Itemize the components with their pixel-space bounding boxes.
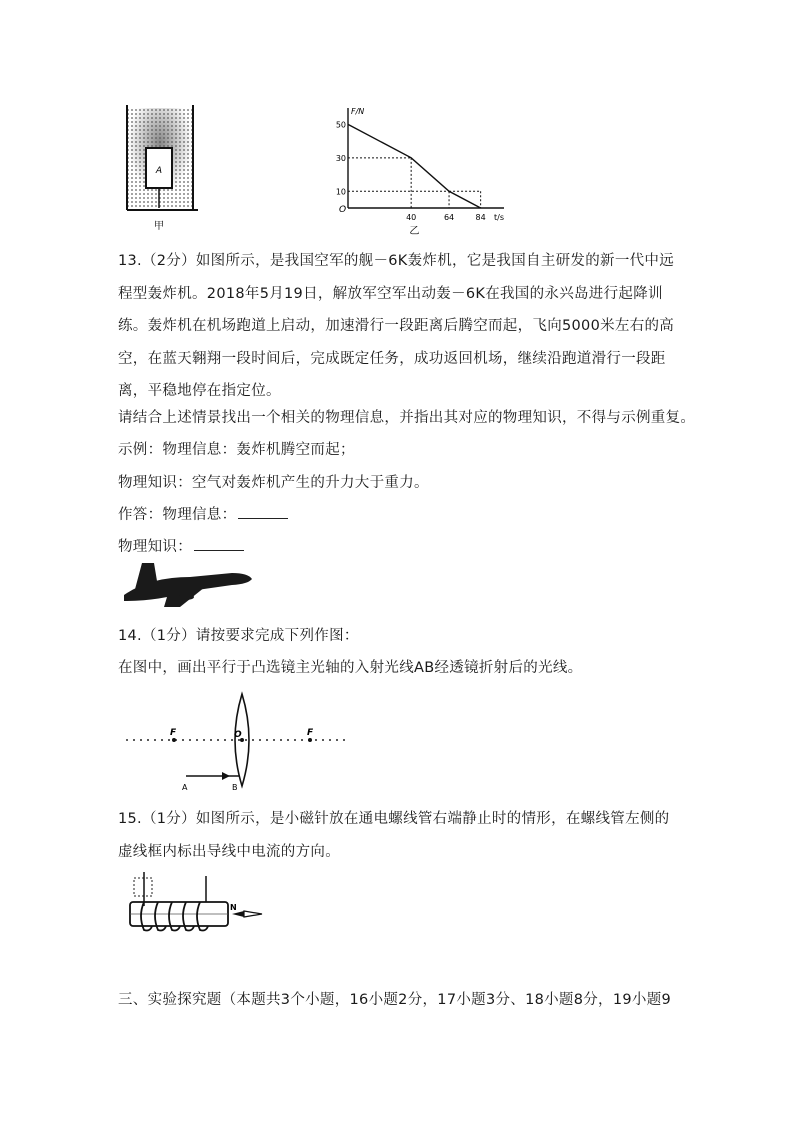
figure-jia-caption: 甲: [154, 221, 164, 232]
q13-example-info: 示例：物理信息：轰炸机腾空而起；: [118, 442, 355, 458]
x-tick-label: 64: [443, 213, 455, 222]
solenoid-diagram: [120, 868, 270, 948]
focus-right-point: [308, 738, 312, 742]
y-tick-label: 10: [335, 187, 346, 197]
figure-jia: [118, 100, 208, 235]
q13-answer-knowledge-row: [118, 535, 244, 556]
x-axis-label: t/s: [494, 213, 504, 222]
q14-title: 14.（1分）请按要求完成下列作图：: [118, 628, 359, 644]
y-tick-label: 30: [335, 153, 346, 163]
point-b-label: B: [232, 783, 238, 792]
section3-heading: 三、实验探究题（本题共3个小题，16小题2分，17小题3分、18小题8分，19小题9: [118, 992, 672, 1008]
q13-answer-info-label: 作答：物理信息：: [118, 507, 237, 523]
force-time-line: [348, 124, 481, 208]
bomber-engine: [178, 594, 194, 600]
y-axis-label: F/N: [351, 108, 365, 116]
figure-yi-caption: 乙: [409, 226, 420, 236]
y-tick-label: 50: [335, 120, 346, 130]
current-direction-box[interactable]: [134, 878, 152, 896]
focus-left-label: F: [170, 728, 177, 738]
origin-label: O: [339, 205, 347, 215]
focus-right-label: F: [307, 728, 314, 738]
q13-text: 13.（2分）如图所示，是我国空军的舰－6K轰炸机，它是我国自主研发的新一代中远程型轰炸机。2018年5月19日，解放军空军出动轰－6K在我国的永兴岛进行起降训练。轰炸机在机场跑道上启动，加速滑行一段距离后腾空而起，飞向5000米左右的高空，在蓝天翱翔一段时间后，完成既定任务，成功返回机场，继续沿跑道滑行一段距离，平稳地停在指定位。: [118, 253, 675, 399]
q13-example-knowledge: 物理知识：空气对轰炸机产生的升力大于重力。: [118, 475, 429, 491]
figure-yi-chart: [330, 108, 510, 236]
ray-arrowhead: [222, 772, 230, 780]
x-tick-label: 40: [406, 213, 417, 222]
needle-n-label: N: [230, 903, 237, 912]
q14-text: 在图中，画出平行于凸选镜主光轴的入射光线AB经透镜折射后的光线。: [118, 660, 583, 676]
bomber-image: [120, 557, 255, 609]
block-a-label: A: [155, 166, 163, 176]
q13-answer-info-blank[interactable]: [238, 506, 288, 519]
compass-needle-south: [244, 911, 262, 917]
q13-answer-knowledge-label: 物理知识：: [118, 539, 192, 555]
lens-center-label: O: [234, 730, 242, 740]
q13-answer-info-row: [118, 503, 288, 524]
q15-text: 15.（1分）如图所示，是小磁针放在通电螺线管右端静止时的情形，在螺线管左侧的虚线框内标出导线中电流的方向。: [118, 811, 670, 860]
focus-left-point: [172, 738, 176, 742]
x-tick-label: 84: [475, 213, 486, 222]
q13-answer-knowledge-blank[interactable]: [194, 538, 244, 551]
lens-diagram: [118, 688, 358, 796]
point-a-label: A: [182, 783, 188, 792]
q13-instruction: 请结合上述情景找出一个相关的物理信息，并指出其对应的物理知识，不得与示例重复。: [118, 410, 696, 426]
